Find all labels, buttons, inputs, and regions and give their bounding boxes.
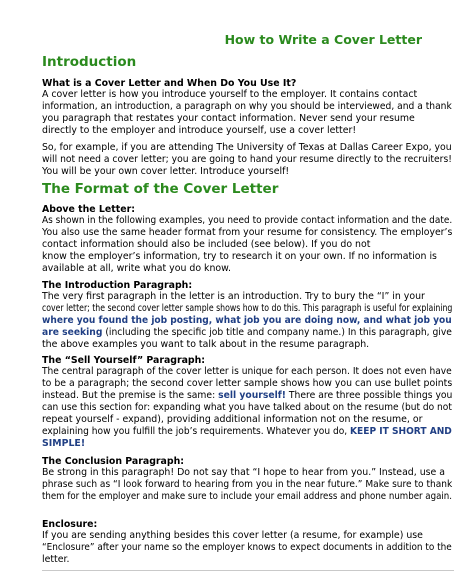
above-letter-paragraph: As shown in the following examples, you need to provide contact information and the date. You also use the same header format from your resume for consistency. The employer’s contact information should also be included (see below). If you do not know the employer’s information, try to research it on your own. If no information is available at all, write what you do know. [42,215,453,274]
introduction-paragraph-1: A cover letter is how you introduce yourself to the employer. It contains contact information, an introduction, a paragraph on why you should be interviewed, and a thank you paragraph that restates your contact information. Never send your resume directly to the employer and introduce yourself, use a cover letter! [42,89,452,136]
above-letter-heading: Above the Letter: [42,204,135,215]
highlight-text: SIMPLE! [42,438,86,449]
format-heading: The Format of the Cover Letter [42,181,279,197]
highlight-text: are seeking [42,327,103,338]
enclosure-paragraph: If you are sending anything besides this cover letter (a resume, for example) use “Enclosure” after your name so the employer knows to expect documents in addition to the letter. [42,530,452,565]
conclusion-heading: The Conclusion Paragraph: [42,456,184,467]
introduction-paragraph-2: So, for example, if you are attending The University of Texas at Dallas Career Expo, you will not need a cover letter; you are going to hand your resume directly to the recruiters! You will be your own cover letter. Introduce yourself! [42,142,452,177]
highlight-text: where you found the job posting, what job you are doing now, and what job you [42,315,452,326]
document-title: How to Write a Cover Letter [224,32,422,47]
page-divider [42,570,454,571]
sell-yourself-paragraph: The central paragraph of the cover letter is unique for each person. It does not even have to be a paragraph; the second cover letter sample shows how you can use bullet points instead. But the premise is the same: sell yourself! There are three possible things you can use this section for: expanding what you have talked about on the resume (but do not repeat yourself - expand), providing additional information not on the resume, or explaining how you fulfill the job’s requirements. Whatever you do, KEEP IT SHORT AND SIMPLE! [42,366,453,449]
introduction-paragraph-body: The very first paragraph in the letter is an introduction. Try to bury the “I” in your cover letter; the second cover letter sample shows how to do this. This paragraph is useful for explaining where you found the job posting, what job you are doing now, and what job you are seeking (including the specific job title and company name.) In this paragraph, give the above examples you want to talk about in the resume paragraph. [42,291,453,350]
conclusion-paragraph: Be strong in this paragraph! Do not say that “I hope to hear from you.” Instead, use a phrase such as “I look forward to hearing from you in the near future.” Make sure to thank them for the employer and make sure to include your email address and phone number again. [42,467,453,502]
highlight-text: KEEP IT SHORT AND [350,426,452,437]
sell-yourself-heading: The “Sell Yourself” Paragraph: [42,355,206,366]
introduction-heading: Introduction [42,54,137,70]
highlight-text: sell yourself! [218,390,286,401]
introduction-paragraph-heading: The Introduction Paragraph: [42,280,193,291]
enclosure-heading: Enclosure: [42,519,98,530]
what-is-heading: What is a Cover Letter and When Do You Use It? [42,78,297,89]
